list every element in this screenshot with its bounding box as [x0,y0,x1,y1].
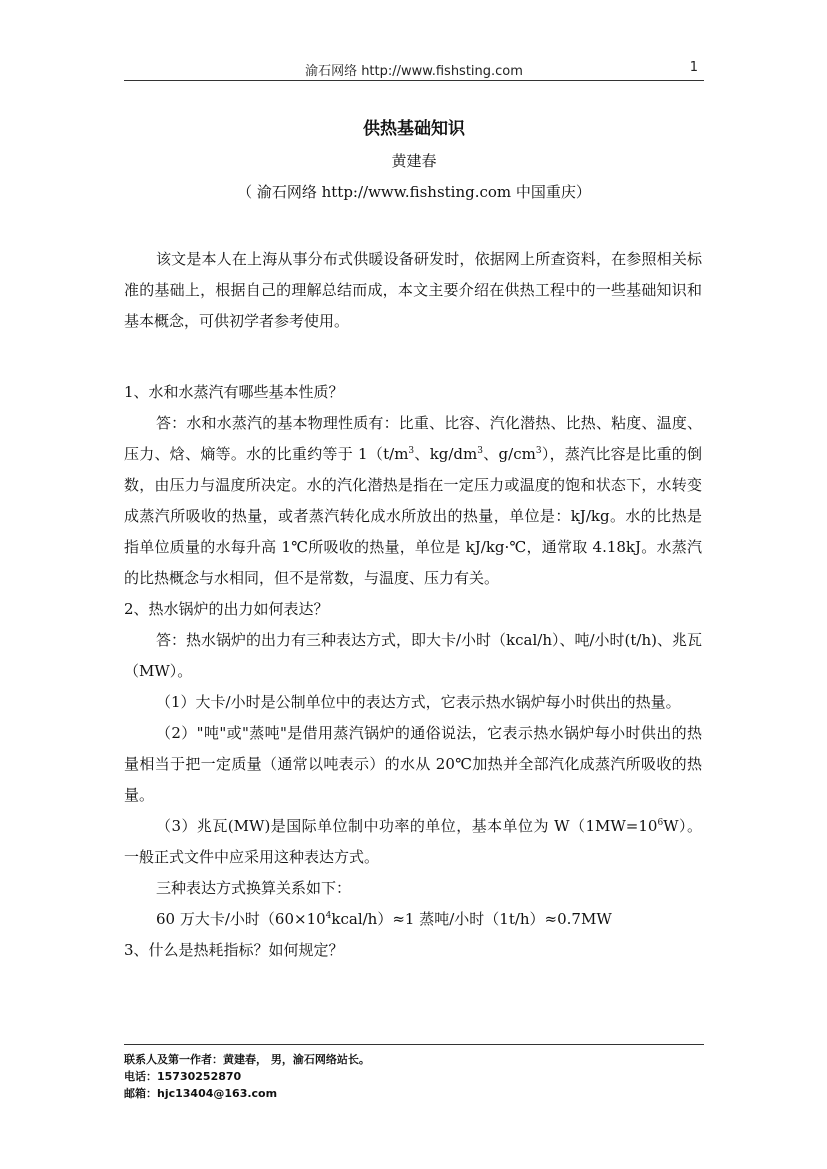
item-3-part-a: （3）兆瓦(MW)是国际单位制中功率的单位，基本单位为 W（1MW=10 [156,817,658,835]
conversion-part-b: kcal/h）≈1 蒸吨/小时（1t/h）≈0.7MW [331,910,612,928]
footer-email: 邮箱：hjc13404@163.com [124,1087,278,1100]
question-2: 2、热水锅炉的出力如何表达？ [124,600,329,618]
superscript: 4 [325,911,332,921]
footer-phone: 电话：15730252870 [124,1070,242,1083]
answer-1-part-a: 答：水和水蒸汽的基本物理性质有：比重、比容、汽化潜热、比热、粘度、温度、压力、焓、熵等。水的比重约等于 1（t/m [124,414,702,463]
superscript: 3 [477,446,483,456]
answer-2-item-3 [124,811,702,873]
conversion-part-a: 60 万大卡/小时（60×10 [156,910,326,928]
superscript: 3 [535,446,542,456]
answer-1-part-b: 、kg/dm [414,445,478,463]
question-1: 1、水和水蒸汽有哪些基本性质？ [124,383,344,401]
document-title: 供热基础知识 [363,119,465,139]
intro-paragraph: 该文是本人在上海从事分布式供暖设备研发时，依据网上所查资料，在参照相关标准的基础上，根据自己的理解总结而成，本文主要介绍在供热工程中的一些基础知识和基本概念，可供初学者参考使用。 [124,250,702,330]
conversion-formula [124,904,702,935]
document-body [124,244,702,966]
item-3-part-b: W）。一般正式文件中应采用这种表达方式。 [124,817,702,866]
page-footer [124,1044,704,1102]
superscript: 3 [408,446,415,456]
question-3: 3、什么是热耗指标？如何规定？ [124,941,344,959]
answer-2-item-1: （1）大卡/小时是公制单位中的表达方式，它表示热水锅炉每小时供出的热量。 [156,693,681,711]
conversion-intro: 三种表达方式换算关系如下： [156,879,352,897]
page-header [124,58,704,81]
page-number: 1 [689,60,698,75]
answer-1 [124,408,702,594]
answer-2-item-2: （2）"吨"或"蒸吨"是借用蒸汽锅炉的通俗说法，它表示热水锅炉每小时供出的热量相当于把一定质量（通常以吨表示）的水从 20℃加热并全部汽化成蒸汽所吸收的热量。 [124,724,702,804]
superscript: 6 [657,818,664,828]
footer-contact: 联系人及第一作者：黄建春， 男，渝石网络站长。 [124,1053,370,1066]
answer-2: 答：热水锅炉的出力有三种表达方式，即大卡/小时（kcal/h）、吨/小时(t/h)、兆瓦（MW）。 [124,631,703,680]
section-gap [124,337,702,377]
header-site: 渝石网络 http://www.fishsting.com [305,64,523,79]
answer-1-part-c: 、g/cm [483,445,536,463]
answer-1-part-d: ），蒸汽比容是比重的倒数，由压力与温度所决定。水的汽化潜热是指在一定压力或温度的饱和状态下，水转变成蒸汽所吸收的热量，或者蒸汽转化成水所放出的热量，单位是：kJ/kg。水的比热是指单位质量的水每升高 1℃所吸收的热量，单位是 kJ/kg·℃，通常取 4.18kJ。水蒸汽的比热概念与水相同，但不是常数，与温度、压力有关。 [124,445,702,587]
document-author: 黄建春 [391,152,437,170]
document-affiliation: （ 渝石网络 http://www.fishsting.com 中国重庆） [237,183,591,201]
